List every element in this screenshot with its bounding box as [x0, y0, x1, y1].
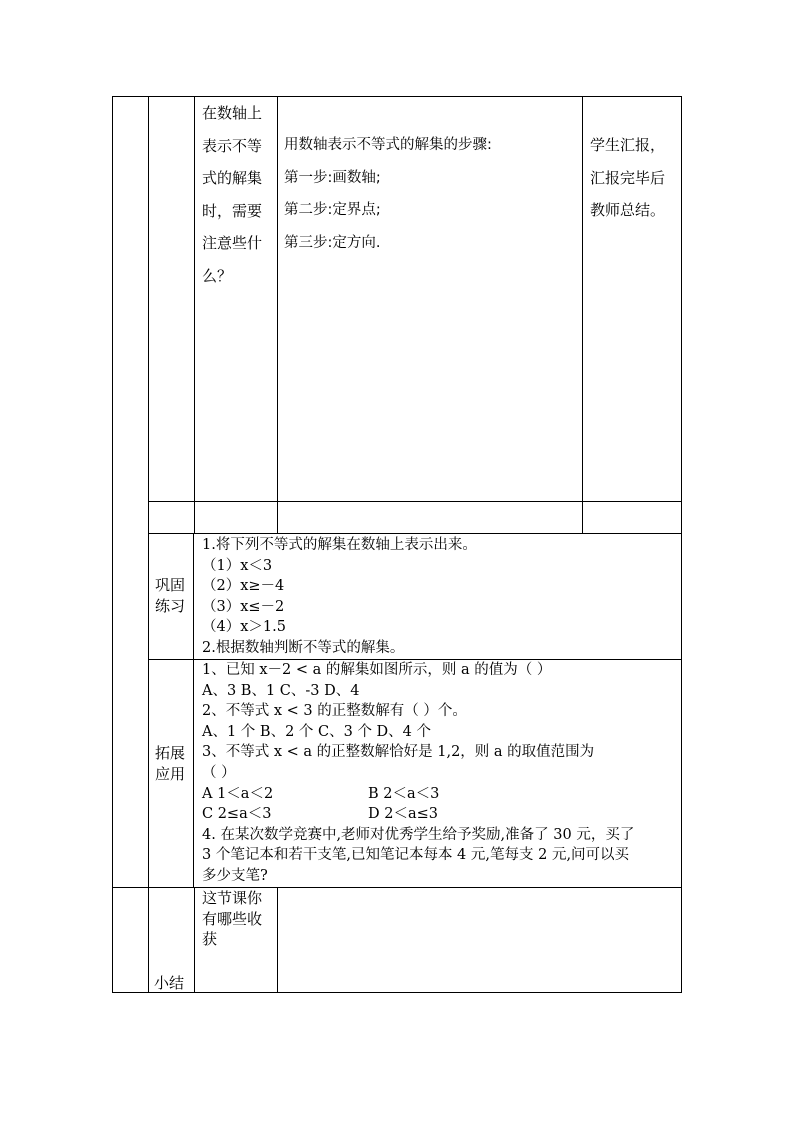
content-line: 用数轴表示不等式的解集的步骤: [284, 137, 492, 153]
row-divider-1 [148, 501, 682, 502]
extension-line: 3、不等式 x < a 的正整数解恰好是 1,2，则 a 的取值范围为 [202, 744, 595, 761]
extension-label: 拓展 应用 [155, 744, 186, 783]
option-b: B 2＜a＜3 [368, 785, 440, 802]
activity-line: 学生汇报， [590, 136, 666, 154]
practice-line: （2）x≥－4 [202, 578, 285, 595]
extension-line: （ ） [202, 764, 236, 781]
activity-line: 汇报完毕后 [590, 168, 666, 187]
col-divider-2-bottom [194, 887, 195, 993]
content-line: 第一步:画数轴; [284, 169, 381, 186]
table-border-right [681, 96, 682, 993]
col-divider-1 [148, 96, 149, 993]
question-line: 时，需要 [202, 201, 263, 220]
col-divider-3-top [277, 96, 278, 534]
question-line: 式的解集 [202, 169, 263, 187]
extension-line: 2、不等式 x < 3 的正整数解有（ ）个。 [202, 703, 467, 720]
question-line: 在数轴上 [202, 104, 263, 122]
col-divider-4 [582, 96, 583, 534]
extension-content [202, 660, 634, 887]
row-divider-4 [112, 887, 682, 888]
extension-line: 4. 在某次数学竞赛中,老师对优秀学生给予奖励,准备了 30 元，买了 [202, 826, 635, 843]
summary-question: 这节课你 有哪些收 获 [202, 889, 263, 949]
table-border-bottom [112, 992, 682, 993]
practice-line: 2.根据数轴判断不等式的解集。 [202, 639, 405, 656]
table-border-left [112, 96, 113, 993]
activity-line: 教师总结。 [590, 201, 666, 219]
option-row [202, 804, 634, 825]
practice-line: （1）x＜3 [202, 557, 273, 574]
extension-line: 1、已知 x－2 < a 的解集如图所示，则 a 的值为（ ） [202, 662, 552, 678]
question-line: 么？ [202, 266, 233, 285]
option-c: C 2≤a＜3 [202, 806, 272, 823]
practice-content [202, 535, 477, 659]
extension-line: 多少支笔? [202, 867, 268, 884]
student-activity [590, 129, 665, 227]
col-divider-2-mid [193, 533, 194, 888]
table-border-top [112, 96, 682, 97]
guiding-question [202, 97, 262, 292]
question-line: 表示不等 [202, 136, 263, 155]
col-divider-3-bottom [277, 887, 278, 993]
question-line: 注意些什 [202, 234, 263, 252]
option-a: A 1＜a＜2 [202, 785, 274, 802]
practice-line: 1.将下列不等式的解集在数轴上表示出来。 [202, 537, 477, 553]
extension-line: 3 个笔记本和若干支笔,已知笔记本每本 4 元,笔每支 2 元,问可以买 [202, 847, 630, 864]
practice-label: 巩固 练习 [155, 576, 186, 615]
practice-line: （4）x＞1.5 [202, 619, 286, 636]
row-divider-2 [148, 533, 682, 534]
content-line: 第三步:定方向. [284, 234, 381, 251]
extension-line: A、3 B、1 C、-3 D、4 [202, 682, 360, 699]
option-row [202, 784, 634, 805]
col-divider-2-top [194, 96, 195, 534]
steps-content [284, 129, 492, 259]
extension-line: A、1 个 B、2 个 C、3 个 D、4 个 [202, 723, 432, 740]
option-d: D 2＜a≤3 [368, 806, 438, 823]
practice-line: （3）x≤－2 [202, 598, 285, 615]
content-line: 第二步:定界点; [284, 202, 381, 218]
summary-label: 小结 [154, 974, 185, 992]
